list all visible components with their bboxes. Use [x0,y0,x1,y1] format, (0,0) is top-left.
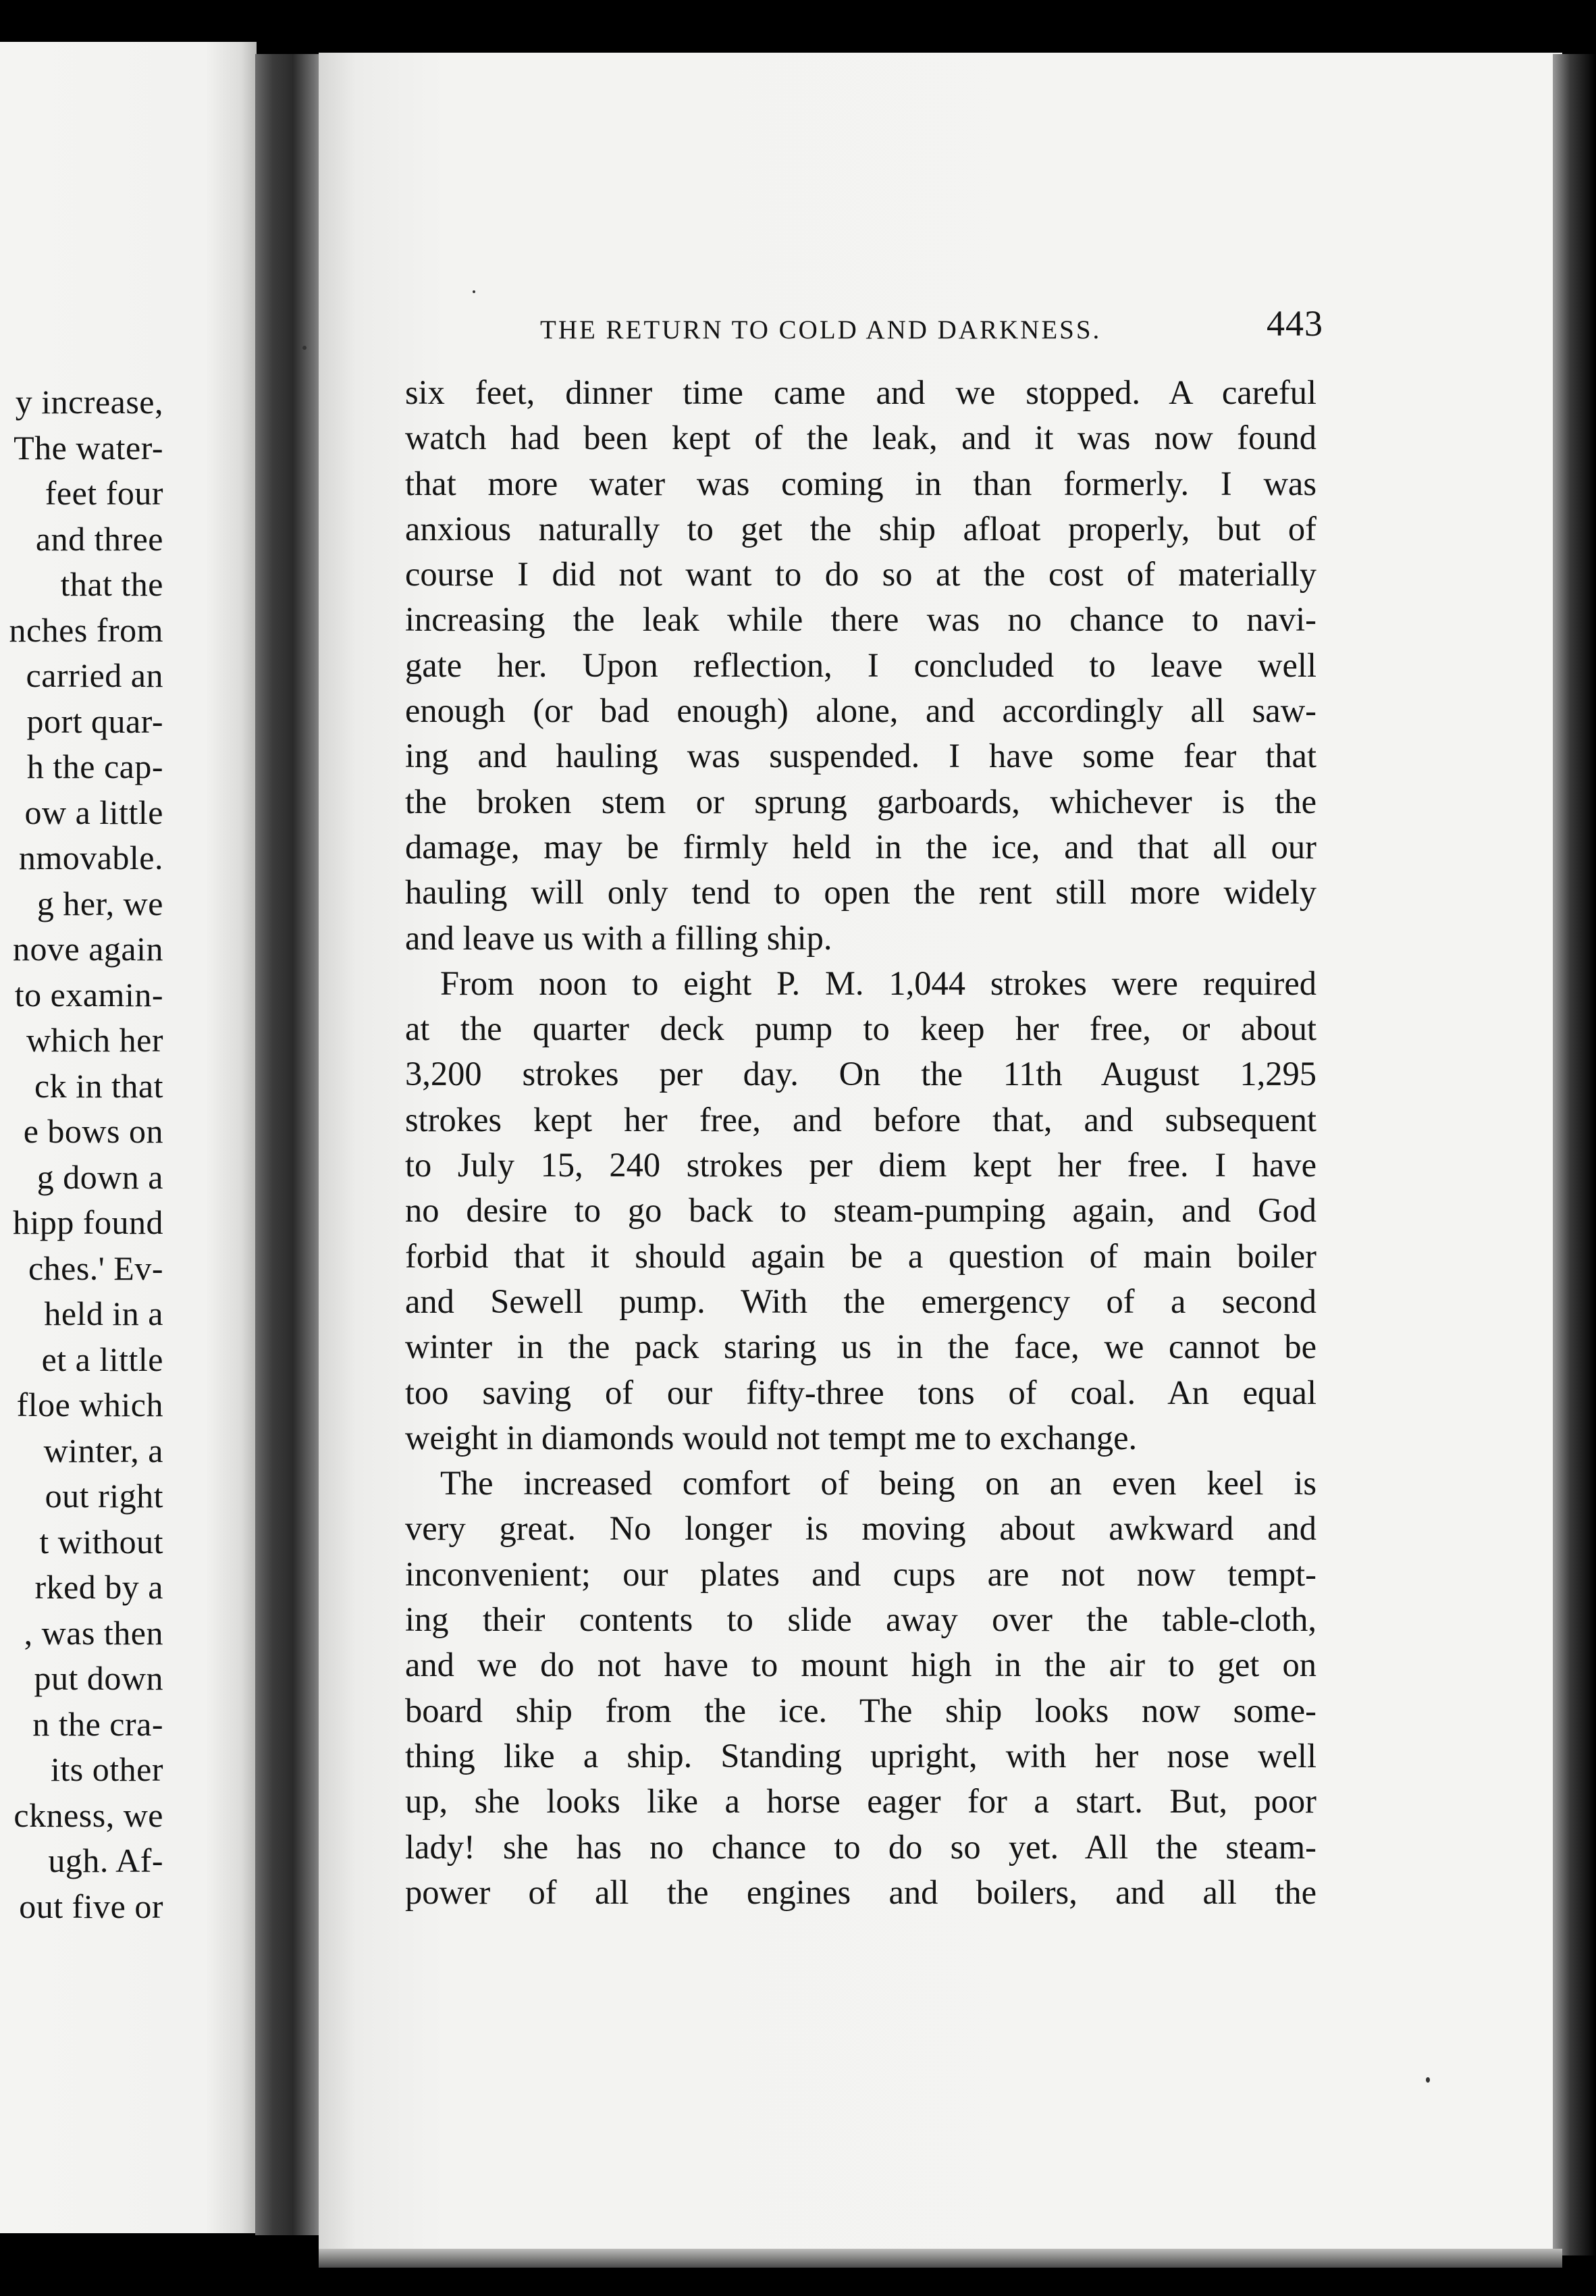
page-header [540,303,1323,357]
left-line: nmovable. [18,839,163,877]
left-line: out right [45,1477,163,1515]
text-line: at the quarter deck pump to keep her free, or about [405,1010,1316,1048]
left-line: feet four [45,474,163,512]
text-line: course I did not want to do so at the cost of materially [405,555,1316,594]
scan-speck [302,346,307,350]
text-line: damage, may be firmly held in the ice, and that all our [405,827,1316,866]
running-head: THE RETURN TO COLD AND DARKNESS. [540,315,1102,344]
text-line: the broken stem or sprung garboards, whichever is the [405,782,1316,820]
left-line: et a little [41,1340,163,1378]
left-line: t without [39,1522,163,1561]
text-line: 3,200 strokes per day. On the 11th August 1,295 [405,1055,1316,1093]
text-line: up, she looks like a horse eager for a start. But, poor [405,1782,1316,1821]
text-line: enough (or bad enough) alone, and accordingly all saw- [405,692,1316,730]
left-line: nove again [13,930,163,968]
left-line: out five or [19,1887,163,1925]
left-line: winter, a [43,1431,163,1469]
text-line: that more water was coming in than formerly. I was [405,464,1316,502]
text-line: very great. No longer is moving about awkward and [405,1509,1316,1548]
text-line: increasing the leak while there was no chance to navi- [405,600,1316,639]
text-line: strokes kept her free, and before that, and subsequent [405,1100,1316,1139]
page-edge-shadow [1553,54,1596,2255]
left-line: h the cap- [26,748,163,785]
left-line: floe which [16,1386,163,1424]
text-line: thing like a ship. Standing upright, with her nose well [405,1736,1316,1775]
page-number: 443 [1267,303,1323,344]
text-line: to July 15, 240 strokes per diem kept her free. I have [405,1146,1316,1184]
scan-speck [1426,2077,1430,2083]
left-line: that the [60,565,163,603]
page-bottom-shadow [319,2249,1562,2268]
text-line: ing and hauling was suspended. I have some fear that [405,737,1316,775]
paragraph-end-line: and leave us with a filling ship. [405,918,832,957]
text-line: watch had been kept of the leak, and it was now found [405,419,1316,457]
left-line: nches from [9,610,163,649]
left-page [0,42,257,2233]
text-line: board ship from the ice. The ship looks now some- [405,1691,1316,1729]
left-line: ugh. Af- [48,1842,163,1879]
left-line: and three [35,519,163,558]
left-line: its other [51,1750,163,1788]
left-line: held in a [44,1295,163,1332]
left-line: e bows on [23,1112,163,1150]
left-line: The water- [14,428,163,467]
body-text [405,370,1316,1915]
left-line: ck in that [34,1066,163,1105]
paragraph-start-line: From noon to eight P. M. 1,044 strokes were required [440,964,1316,1002]
text-line: and Sewell pump. With the emergency of a second [405,1282,1316,1320]
text-line: and we do not have to mount high in the air to get on [405,1646,1316,1684]
paragraph-start-line: The increased comfort of being on an even keel is [440,1464,1316,1503]
text-line: no desire to go back to steam-pumping again, and God [405,1191,1316,1230]
text-line: inconvenient; our plates and cups are not now tempt- [405,1555,1316,1593]
book-gutter [255,54,324,2235]
text-line: ing their contents to slide away over the table-cloth, [405,1600,1316,1639]
left-line: n the cra- [32,1704,163,1743]
left-line: put down [34,1659,163,1697]
text-line: anxious naturally to get the ship afloat properly, but of [405,509,1316,548]
left-line: to examin- [14,975,163,1014]
left-line: rked by a [34,1568,163,1606]
left-line: ches.' Ev- [28,1249,163,1287]
left-page-text [0,380,163,1929]
text-line: hauling will only tend to open the rent still more widely [405,873,1316,912]
left-line: g her, we [36,884,163,922]
left-line: g down a [36,1157,163,1196]
left-line: hipp found [12,1203,163,1241]
left-line: , was then [24,1613,163,1652]
left-line: port quar- [26,702,163,740]
text-line: gate her. Upon reflection, I concluded to leave well [405,646,1316,684]
left-line: which her [26,1021,163,1059]
left-line: ckness, we [14,1796,163,1834]
paragraph-end-line: weight in diamonds would not tempt me to exchange. [405,1418,1138,1457]
text-line: winter in the pack staring us in the face, we cannot be [405,1328,1316,1366]
text-line: power of all the engines and boilers, and all the [405,1873,1316,1911]
text-line: six feet, dinner time came and we stopped. A careful [405,373,1316,411]
left-line: ow a little [24,793,163,831]
left-line: carried an [26,656,163,694]
scan-speck [473,290,475,293]
left-line: y increase, [15,383,163,421]
text-line: too saving of our fifty-three tons of coal. An equal [405,1373,1316,1411]
text-line: forbid that it should again be a question of main boiler [405,1236,1316,1275]
text-line: lady! she has no chance to do so yet. All the steam- [405,1827,1316,1866]
